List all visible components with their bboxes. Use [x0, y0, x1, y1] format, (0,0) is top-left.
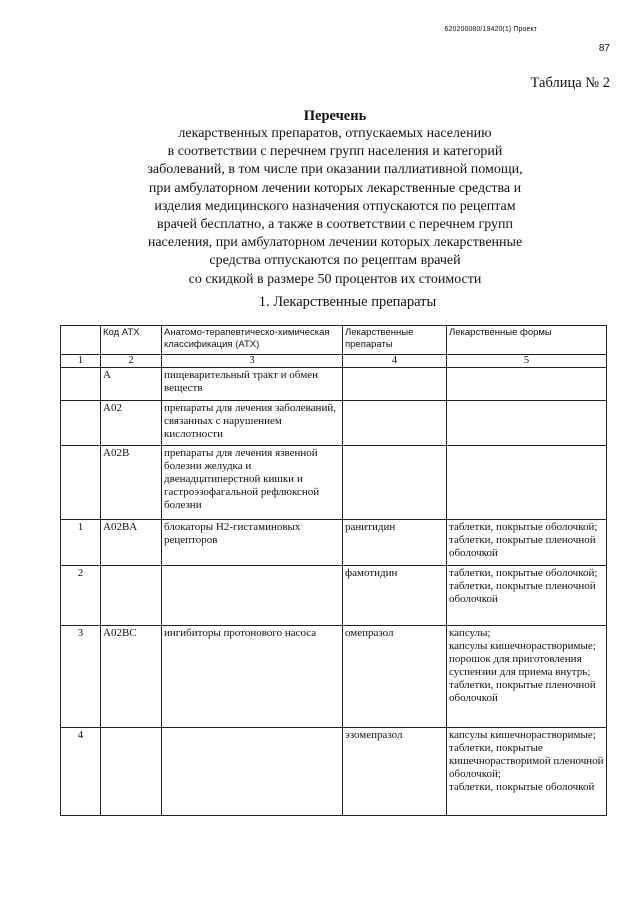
title-line: средства отпускаются по рецептам врачей [209, 253, 461, 269]
column-number: 2 [101, 355, 162, 368]
dosage-form-cell: капсулы; капсулы кишечнорастворимые; порошок для приготовления суспензии для приема внутрь; таблетки, покрытые пленочной оболочкой [447, 626, 607, 728]
table-row [61, 626, 607, 728]
atc-code-cell: A02BC [101, 626, 162, 728]
title-line: населения, при амбулаторном лечении которых лекарственные [147, 235, 523, 251]
drug-list-table [60, 325, 607, 816]
classification-cell: ингибиторы протонового насоса [162, 626, 343, 728]
atc-code-cell: A02B [101, 446, 162, 520]
row-number [61, 446, 101, 520]
drug-name-cell: фамотидин [343, 566, 447, 626]
document-code: 620200080/19420(1) Проект [444, 26, 537, 33]
atc-code-cell [101, 566, 162, 626]
dosage-form-cell: капсулы кишечнорастворимые; таблетки, покрытые кишечнорастворимой пленочной оболочкой; таблетки, покрытые оболочкой [447, 728, 607, 816]
classification-cell: препараты для лечения язвенной болезни желудка и двенадцатиперстной кишки и гастроэзофагальной рефлюксной болезни [162, 446, 343, 520]
table-row [61, 520, 607, 566]
dosage-form-cell [447, 368, 607, 401]
drug-name-cell [343, 401, 447, 446]
column-number: 5 [447, 355, 607, 368]
page-number: 87 [598, 43, 610, 54]
row-number: 2 [61, 566, 101, 626]
header-atc-code: Код АТХ [101, 326, 162, 355]
title-line: врачей бесплатно, а также в соответствии с перечнем групп [156, 217, 514, 233]
classification-cell: пищеварительный тракт и обмен веществ [162, 368, 343, 401]
table-row [61, 728, 607, 816]
dosage-form-cell: таблетки, покрытые оболочкой; таблетки, покрытые пленочной оболочкой [447, 566, 607, 626]
atc-code-cell: A02BA [101, 520, 162, 566]
classification-cell: препараты для лечения заболеваний, связанных с нарушением кислотности [162, 401, 343, 446]
section-title-text: 1. Лекарственные препараты [258, 294, 437, 310]
document-title-block [0, 107, 640, 289]
title-line: при амбулаторном лечении которых лекарственные средства и [148, 180, 522, 196]
atc-code-cell: A02 [101, 401, 162, 446]
dosage-form-cell [447, 401, 607, 446]
section-title [0, 294, 640, 311]
row-number: 4 [61, 728, 101, 816]
drug-name-cell [343, 368, 447, 401]
column-number: 1 [61, 355, 101, 368]
atc-code-cell [101, 728, 162, 816]
row-number [61, 368, 101, 401]
column-number-row [61, 355, 607, 368]
atc-code-cell: A [101, 368, 162, 401]
row-number [61, 401, 101, 446]
header-classification: Анатомо-терапевтическо-химическая классификация (АТХ) [162, 326, 343, 355]
table-row [61, 566, 607, 626]
classification-cell [162, 728, 343, 816]
table-row [61, 368, 607, 401]
title-line: лекарственных препаратов, отпускаемых населению [178, 126, 492, 141]
table-row [61, 401, 607, 446]
table-label: Таблица № 2 [530, 75, 610, 91]
table-row [61, 446, 607, 520]
title-line: в соответствии с перечнем групп населения и категорий [167, 144, 503, 160]
drug-name-cell: омепразол [343, 626, 447, 728]
header-num [61, 326, 101, 355]
row-number: 3 [61, 626, 101, 728]
classification-cell [162, 566, 343, 626]
title-line: со скидкой в размере 50 процентов их стоимости [188, 271, 482, 287]
drug-name-cell: эзомепразол [343, 728, 447, 816]
classification-cell: блокаторы Н2-гистаминовых рецепторов [162, 520, 343, 566]
table-header-row [61, 326, 607, 355]
column-number: 4 [343, 355, 447, 368]
header-drugs: Лекарственные препараты [343, 326, 447, 355]
document-title: Перечень [303, 108, 367, 124]
drug-name-cell: ранитидин [343, 520, 447, 566]
dosage-form-cell: таблетки, покрытые оболочкой; таблетки, покрытые пленочной оболочкой [447, 520, 607, 566]
title-line: заболеваний, в том числе при оказании паллиативной помощи, [147, 162, 523, 178]
title-line: изделия медицинского назначения отпускаются по рецептам [154, 198, 516, 214]
header-forms: Лекарственные формы [447, 326, 607, 355]
drug-name-cell [343, 446, 447, 520]
dosage-form-cell [447, 446, 607, 520]
row-number: 1 [61, 520, 101, 566]
column-number: 3 [162, 355, 343, 368]
